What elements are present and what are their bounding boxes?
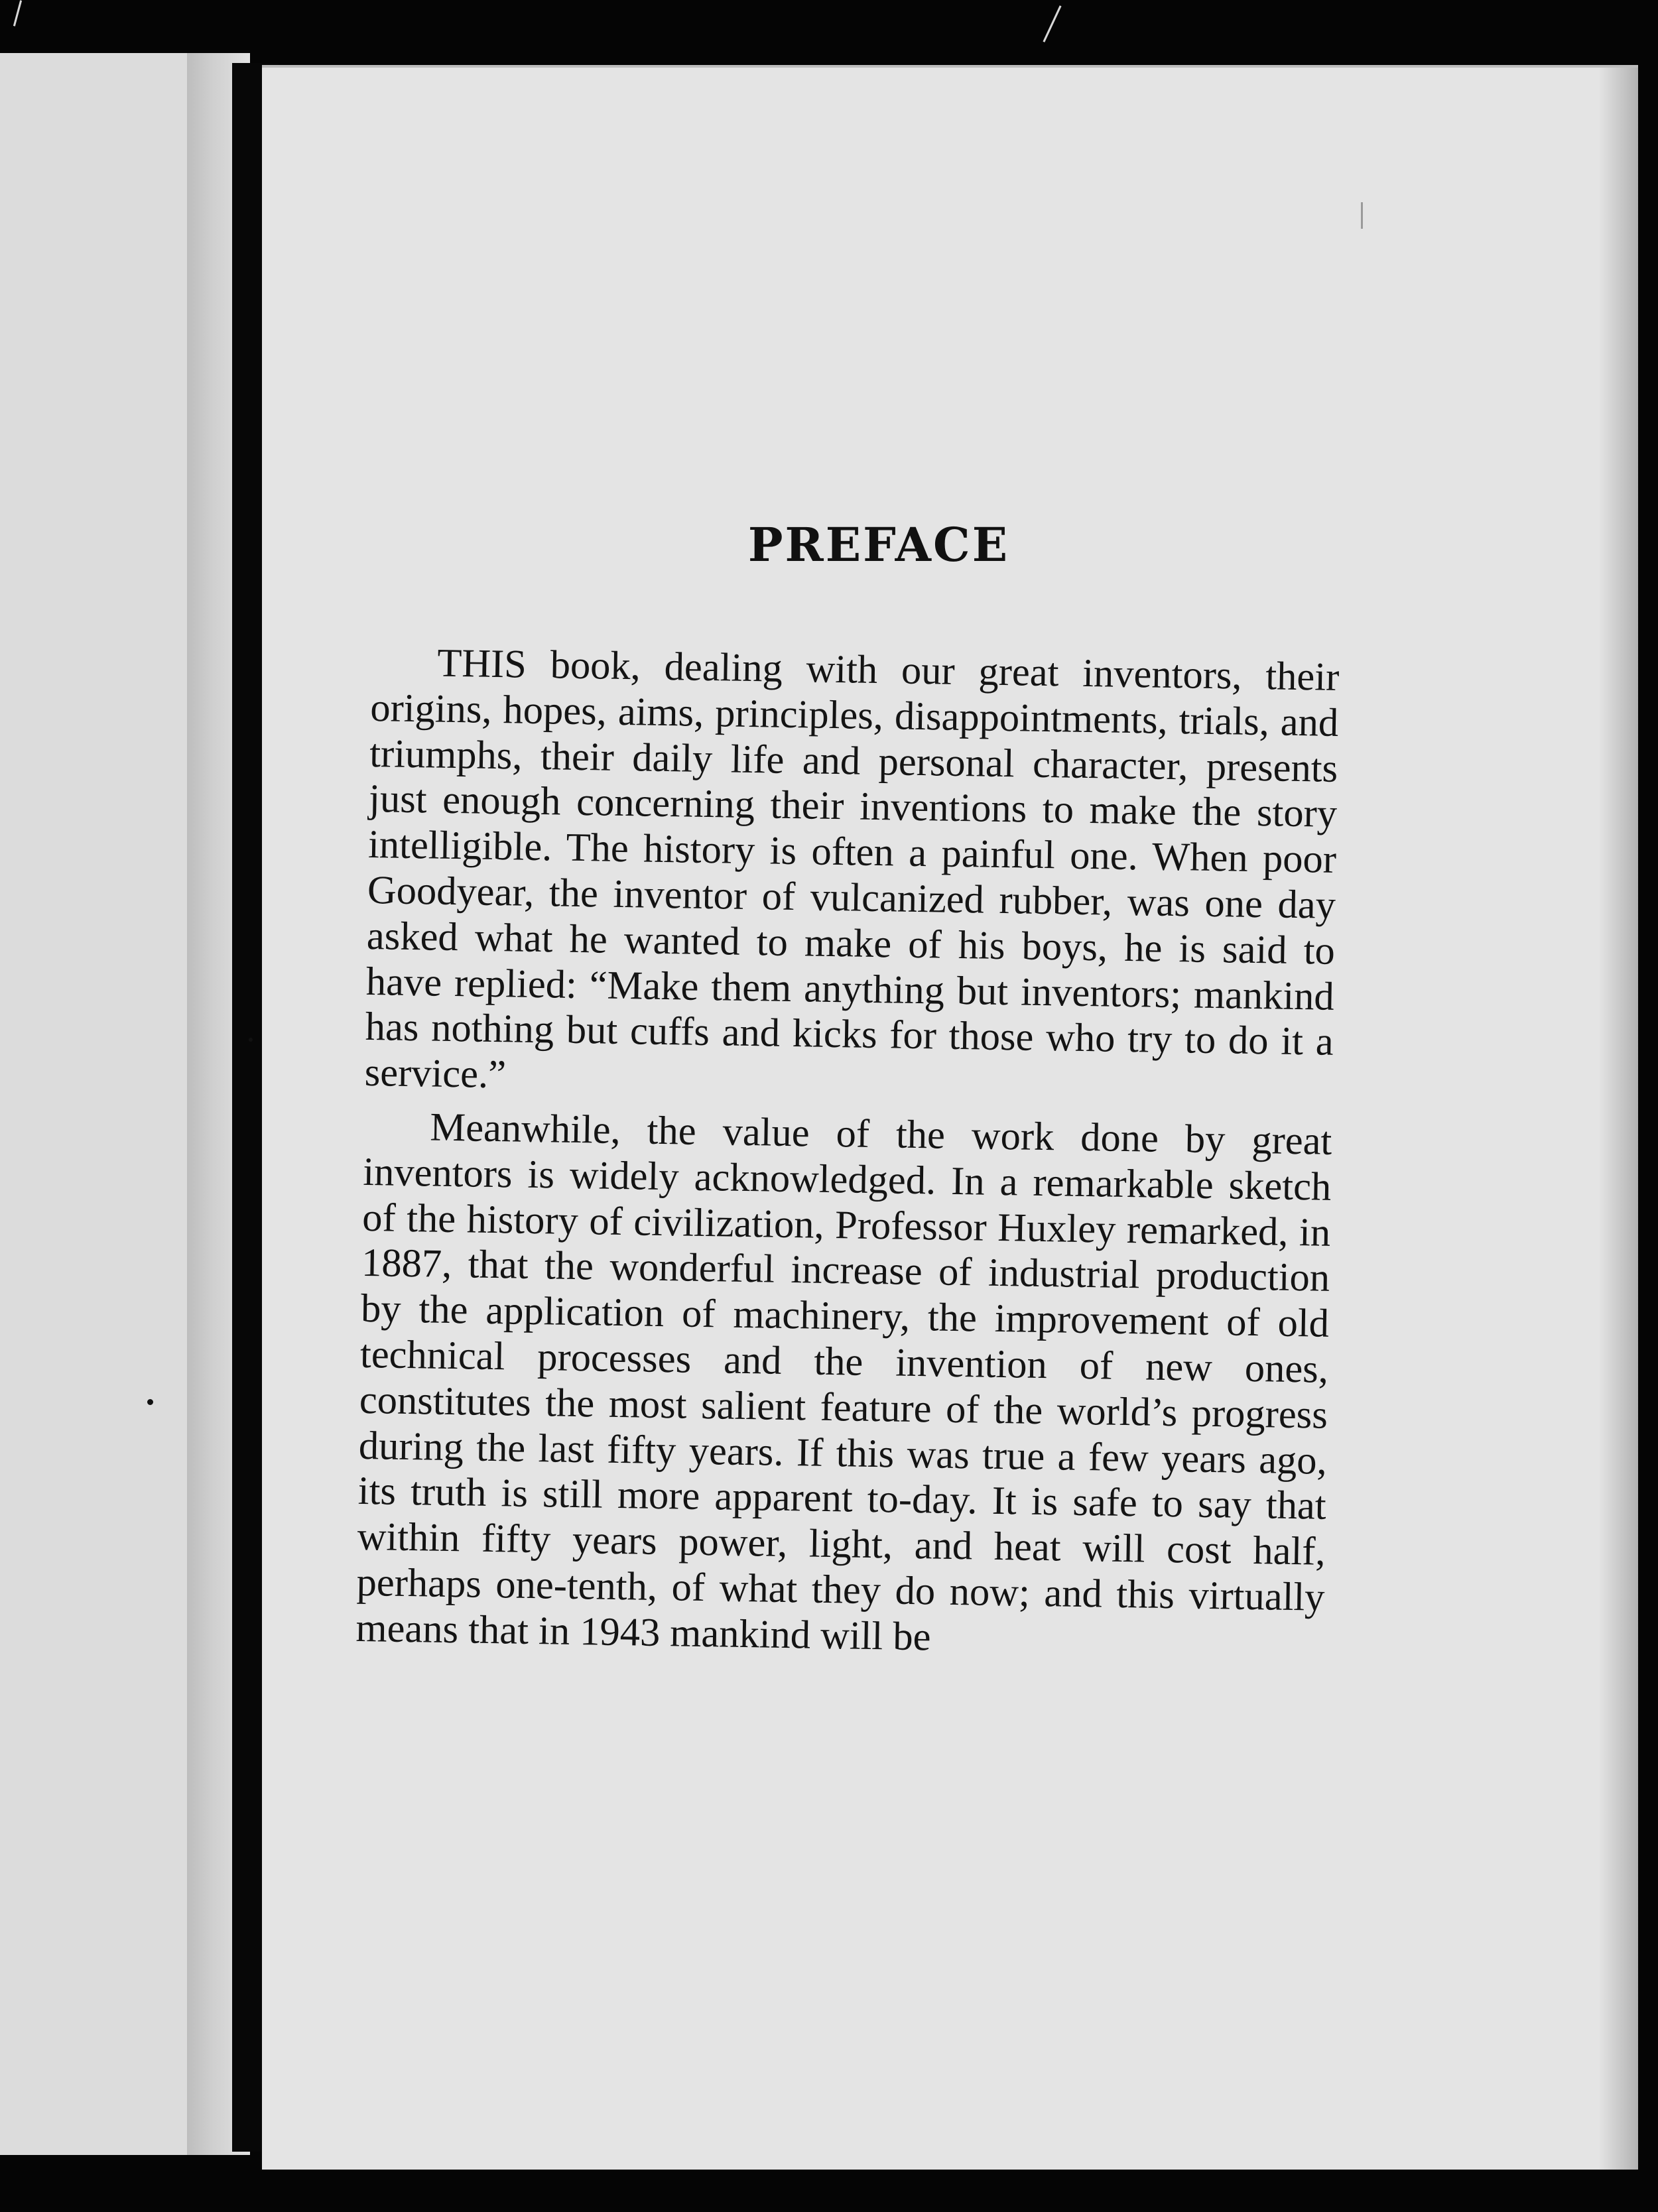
paper-speck bbox=[147, 1399, 153, 1405]
paper-speck bbox=[249, 1038, 253, 1042]
page-heading: PREFACE bbox=[747, 517, 1010, 572]
paper-speck bbox=[1361, 202, 1363, 229]
paragraph: Meanwhile, the value of the work done by great inventors is widely acknowledged. In a remarkable sketch of the history of civilization, Professor Huxley remarked, in 1887, that the wonderful increase of industrial production by the application of machinery, the improvement of old technical processes and the invention of new ones, constitutes the most salient feature of the world’s progress during the last fifty years. If this was true a few years ago, its truth is still more apparent to-day. It is safe to say that within fifty years power, light, and heat will cost half, perhaps one-tenth, of what they do now; and this virtually means that in 1943 mankind will be bbox=[355, 1105, 1332, 1660]
scan-artifact-mark bbox=[13, 0, 22, 26]
page-edge-shadow bbox=[1598, 68, 1638, 2170]
paragraph: THIS book, dealing with our great inventors, their origins, hopes, aims, principles, disappointments, trials, and triumphs, their daily life and personal character, presents just enough concerning their inventions to make the story intelligible. The history is often a painful one. When poor Goodyear, the inventor of vulcanized rubber, was one day asked what he wanted to make of his boys, he is said to have replied: “Make them anything but inventors; mankind has nothing but cuffs and kicks for those who try to do it a service.” bbox=[364, 641, 1340, 1097]
body-text bbox=[355, 640, 1340, 1666]
scan-bottom-border bbox=[0, 2172, 1658, 2212]
scan-artifact-mark bbox=[1043, 5, 1061, 42]
